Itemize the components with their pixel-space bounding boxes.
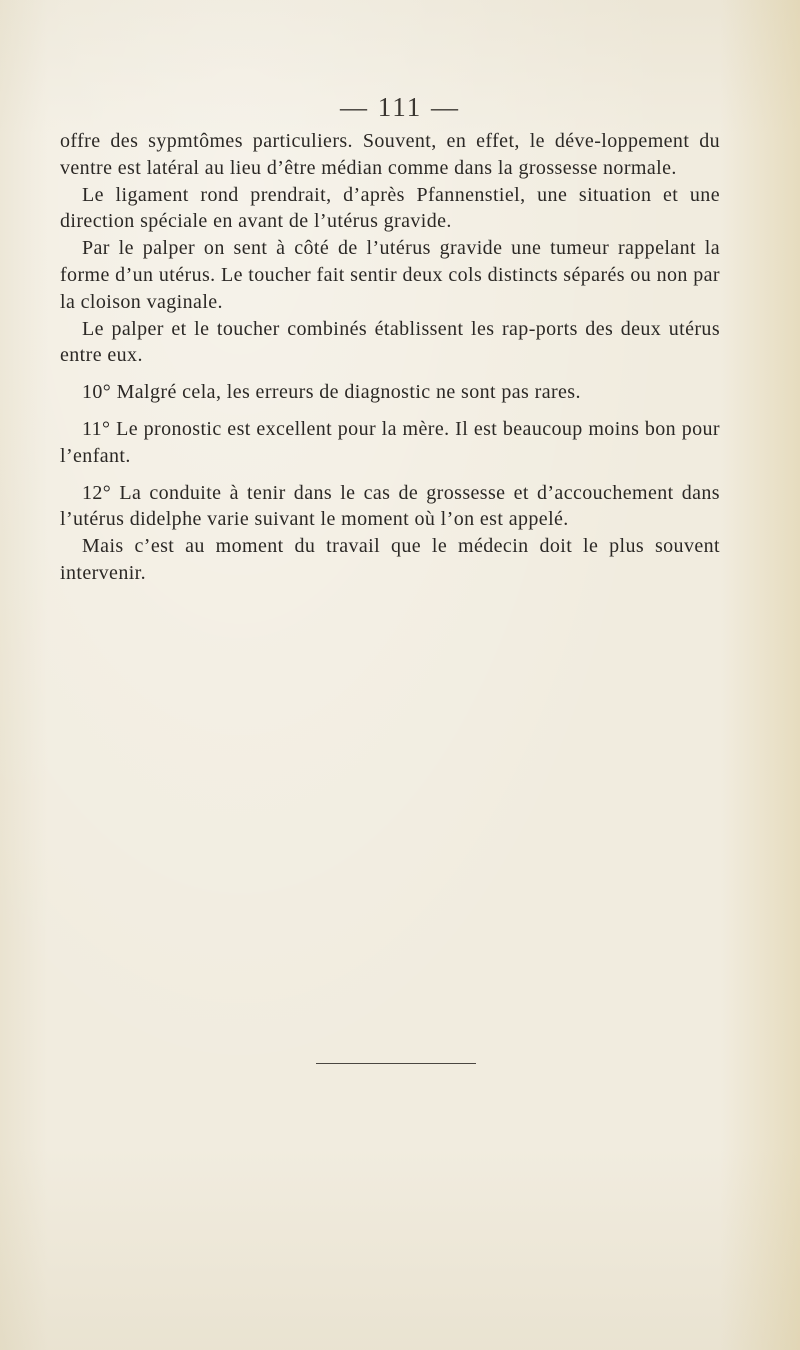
paragraph-item-11: 11° Le pronostic est excellent pour la mère. Il est beaucoup moins bon pour l’enfant. (60, 417, 720, 467)
paragraph-item-10: 10° Malgré cela, les erreurs de diagnostic ne sont pas rares. (82, 381, 581, 404)
page-number: — 111 — (340, 92, 460, 122)
end-rule (316, 1063, 476, 1064)
paragraph-1: offre des sypmtômes particuliers. Souvent, en effet, le déve-loppement du ventre est latéral au lieu d’être médian comme dans la grossesse normale. (60, 130, 720, 179)
paragraph-4: Le palper et le toucher combinés établissent les rap-ports des deux utérus entre eux. (60, 317, 720, 367)
body-text (60, 128, 720, 587)
paragraph-3: Par le palper on sent à côté de l’utérus gravide une tumeur rappelant la forme d’un utérus. Le toucher fait sentir deux cols distincts séparés ou non par la cloison vaginale. (60, 237, 720, 313)
paragraph-item-12: 12° La conduite à tenir dans le cas de grossesse et d’accouchement dans l’utérus didelphe varie suivant le moment où l’on est appelé. (60, 481, 720, 531)
paragraph-final: Mais c’est au moment du travail que le médecin doit le plus souvent intervenir. (60, 535, 720, 584)
paragraph-2: Le ligament rond prendrait, d’après Pfannenstiel, une situation et une direction spéciale en avant de l’utérus gravide. (60, 183, 720, 233)
